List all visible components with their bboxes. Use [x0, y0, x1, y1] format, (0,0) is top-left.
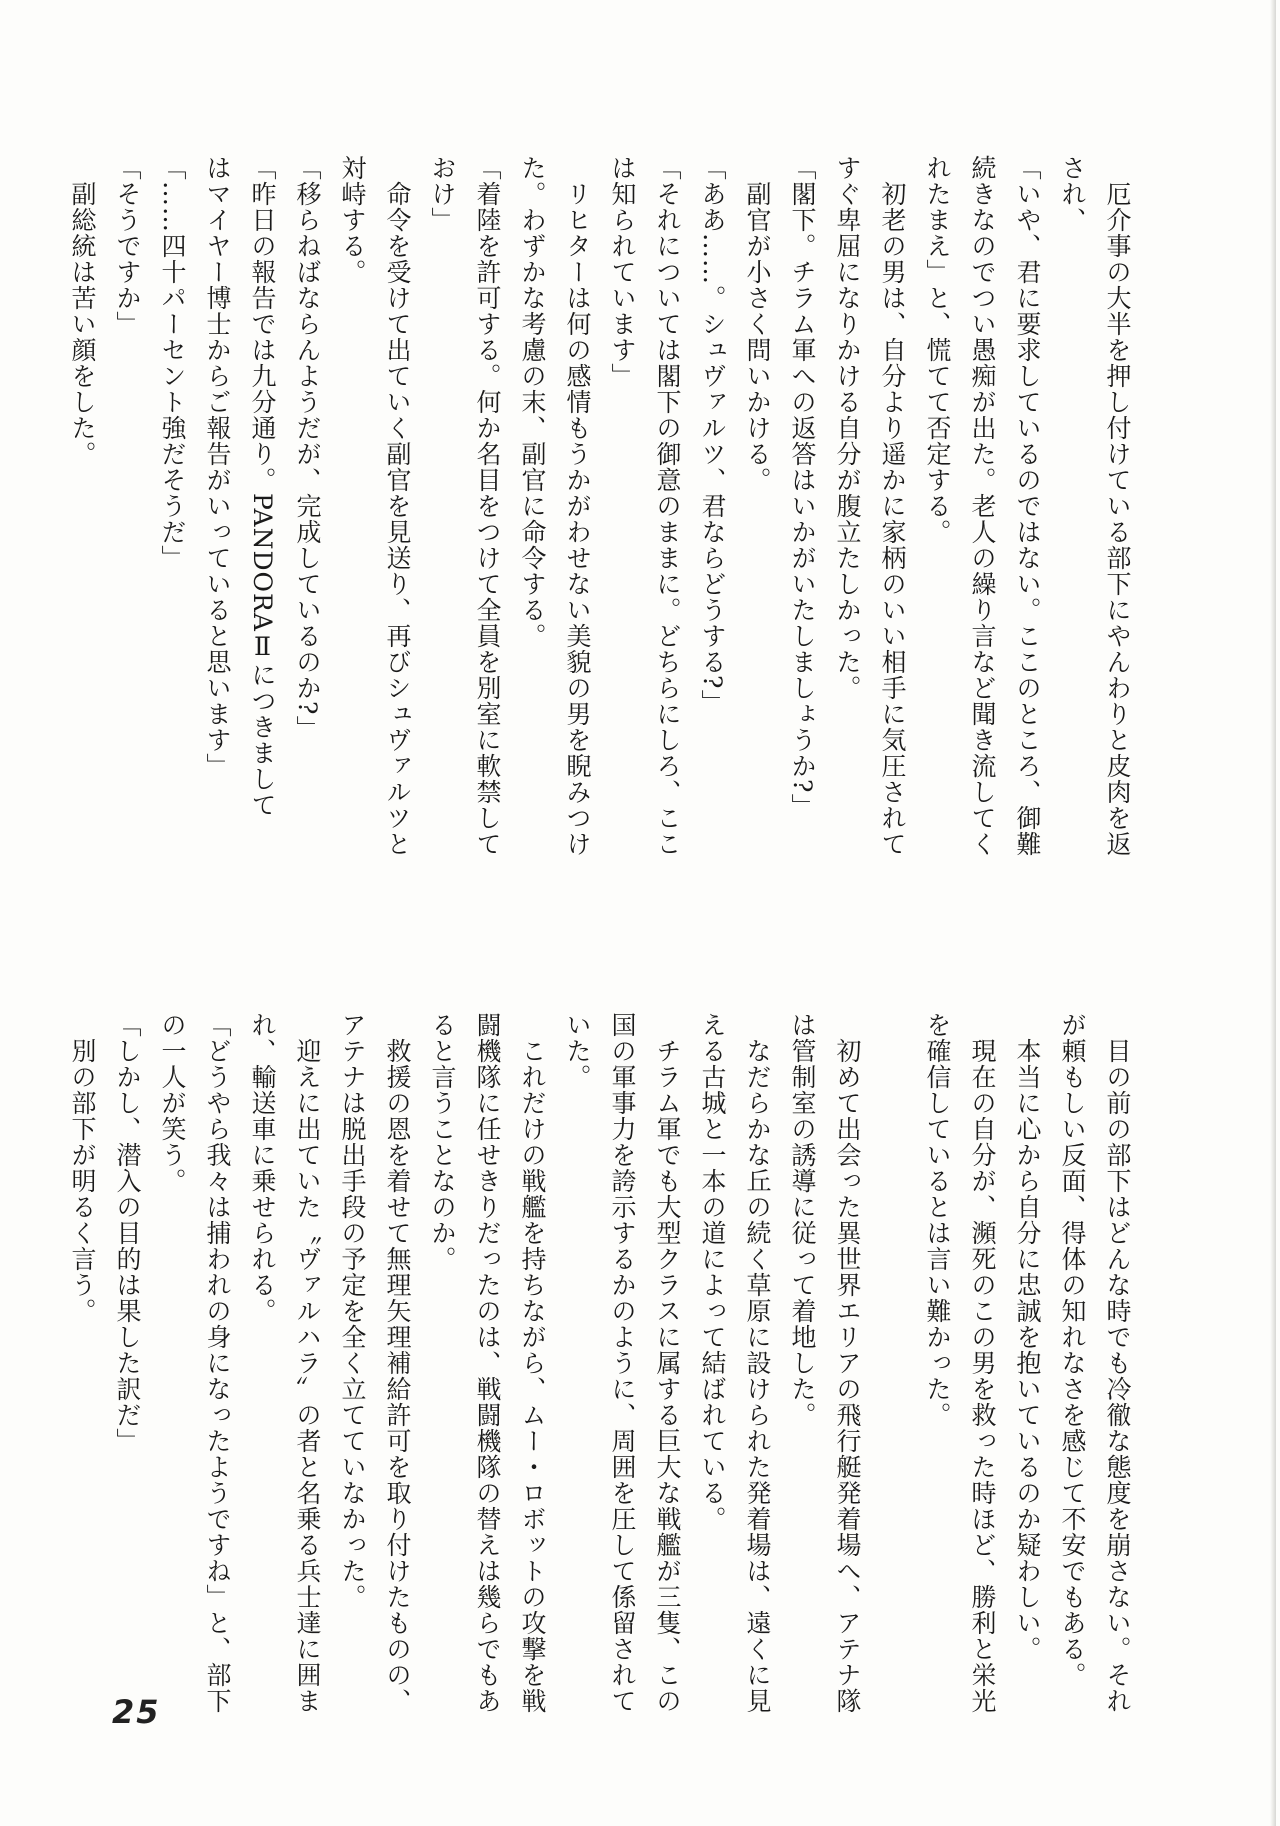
- text-line: 本当に心から自分に忠誠を抱いているのか疑わしい。: [1013, 1012, 1042, 1662]
- text-line: 副総統は苦い顔をした。: [68, 155, 97, 467]
- text-line: た。わずかな考慮の末、副官に命令する。: [518, 155, 547, 649]
- text-line: いた。: [563, 1012, 592, 1090]
- text-line: 初めて出会った異世界エリアの飛行艇発着場へ、アテナ隊: [833, 1012, 862, 1714]
- text-line: 対峙する。: [338, 155, 367, 285]
- text-line: アテナは脱出手段の予定を全く立てていなかった。: [338, 1012, 367, 1610]
- text-line: の一人が笑う。: [158, 1012, 187, 1194]
- text-line: れ、輸送車に乗せられる。: [248, 1012, 277, 1324]
- text-line: 闘機隊に任せきりだったのは、戦闘機隊の替えは幾らでもあ: [473, 1012, 502, 1714]
- text-line: 「着陸を許可する。何か名目をつけて全員を別室に軟禁して: [473, 155, 502, 857]
- text-line: 別の部下が明るく言う。: [68, 1012, 97, 1324]
- text-line: は知られています」: [608, 155, 637, 389]
- text-line: ると言うことなのか。: [428, 1012, 457, 1272]
- text-line: おけ」: [428, 155, 457, 233]
- text-line: リヒターは何の感情もうかがわせない美貌の男を睨みつけ: [563, 155, 592, 857]
- text-line: は管制室の誘導に従って着地した。: [788, 1012, 817, 1428]
- text-line: が頼もしい反面、得体の知れなさを感じて不安でもある。: [1058, 1012, 1087, 1688]
- text-line: すぐ卑屈になりかける自分が腹立たしかった。: [833, 155, 862, 701]
- text-line: 初老の男は、自分より遥かに家柄のいい相手に気圧されて: [878, 155, 907, 857]
- text-line: 国の軍事力を誇示するかのように、周囲を圧して係留されて: [608, 1012, 637, 1714]
- text-line: 「閣下。チラム軍への返答はいかがいたしましょうか?」: [788, 155, 817, 820]
- text-line: 「どうやら我々は捕われの身になったようですね」と、部下: [203, 1012, 232, 1714]
- text-line: され、: [1058, 155, 1087, 233]
- text-line: 救援の恩を着せて無理矢理補給許可を取り付けたものの、: [383, 1012, 412, 1714]
- text-line: 「それについては閣下の御意のままに。どちらにしろ、ここ: [653, 155, 682, 857]
- text-line: 「移らねばならんようだが、完成しているのか?」: [293, 155, 322, 742]
- text-line: 目の前の部下はどんな時でも冷徹な態度を崩さない。それ: [1103, 1012, 1132, 1714]
- text-line: なだらかな丘の続く草原に設けられた発着場は、遠くに見: [743, 1012, 772, 1714]
- text-line: 迎えに出ていた〝ヴァルハラ〟の者と名乗る兵士達に囲ま: [293, 1012, 322, 1714]
- page-edge-shadow: [1270, 0, 1276, 1826]
- text-line: [870, 1012, 915, 1572]
- text-line: 「そうですか」: [113, 155, 142, 337]
- text-line: はマイヤー博士からご報告がいっていると思います」: [203, 155, 232, 779]
- text-line: える古城と一本の道によって結ばれている。: [698, 1012, 727, 1532]
- text-line: 厄介事の大半を押し付けている部下にやんわりと皮肉を返: [1103, 155, 1132, 857]
- text-line: 「いや、君に要求しているのではない。ここのところ、御難: [1013, 155, 1042, 857]
- text-line: 副官が小さく問いかける。: [743, 155, 772, 493]
- text-line: 「ああ……。シュヴァルツ、君ならどうする?」: [698, 155, 727, 716]
- text-line: これだけの戦艦を持ちながら、ムー・ロボットの攻撃を戦: [518, 1012, 547, 1714]
- text-line: を確信しているとは言い難かった。: [923, 1012, 952, 1428]
- text-line: 現在の自分が、瀕死のこの男を救った時ほど、勝利と栄光: [968, 1012, 997, 1714]
- page-number: 25: [112, 1693, 161, 1731]
- text-line: 続きなのでつい愚痴が出た。老人の繰り言など聞き流してく: [968, 155, 997, 857]
- text-line: れたまえ」と、慌てて否定する。: [923, 155, 952, 545]
- text-line: 命令を受けて出ていく副官を見送り、再びシュヴァルツと: [383, 155, 412, 857]
- text-line: 「……四十パーセント強だそうだ」: [158, 155, 187, 571]
- text-line: 「しかし、潜入の目的は果した訳だ」: [113, 1012, 142, 1454]
- text-line: チラム軍でも大型クラスに属する巨大な戦艦が三隻、この: [653, 1012, 682, 1714]
- text-block-upper: [68, 155, 1140, 925]
- text-line: 「昨日の報告では九分通り。PANDORAⅡにつきまして: [248, 155, 277, 818]
